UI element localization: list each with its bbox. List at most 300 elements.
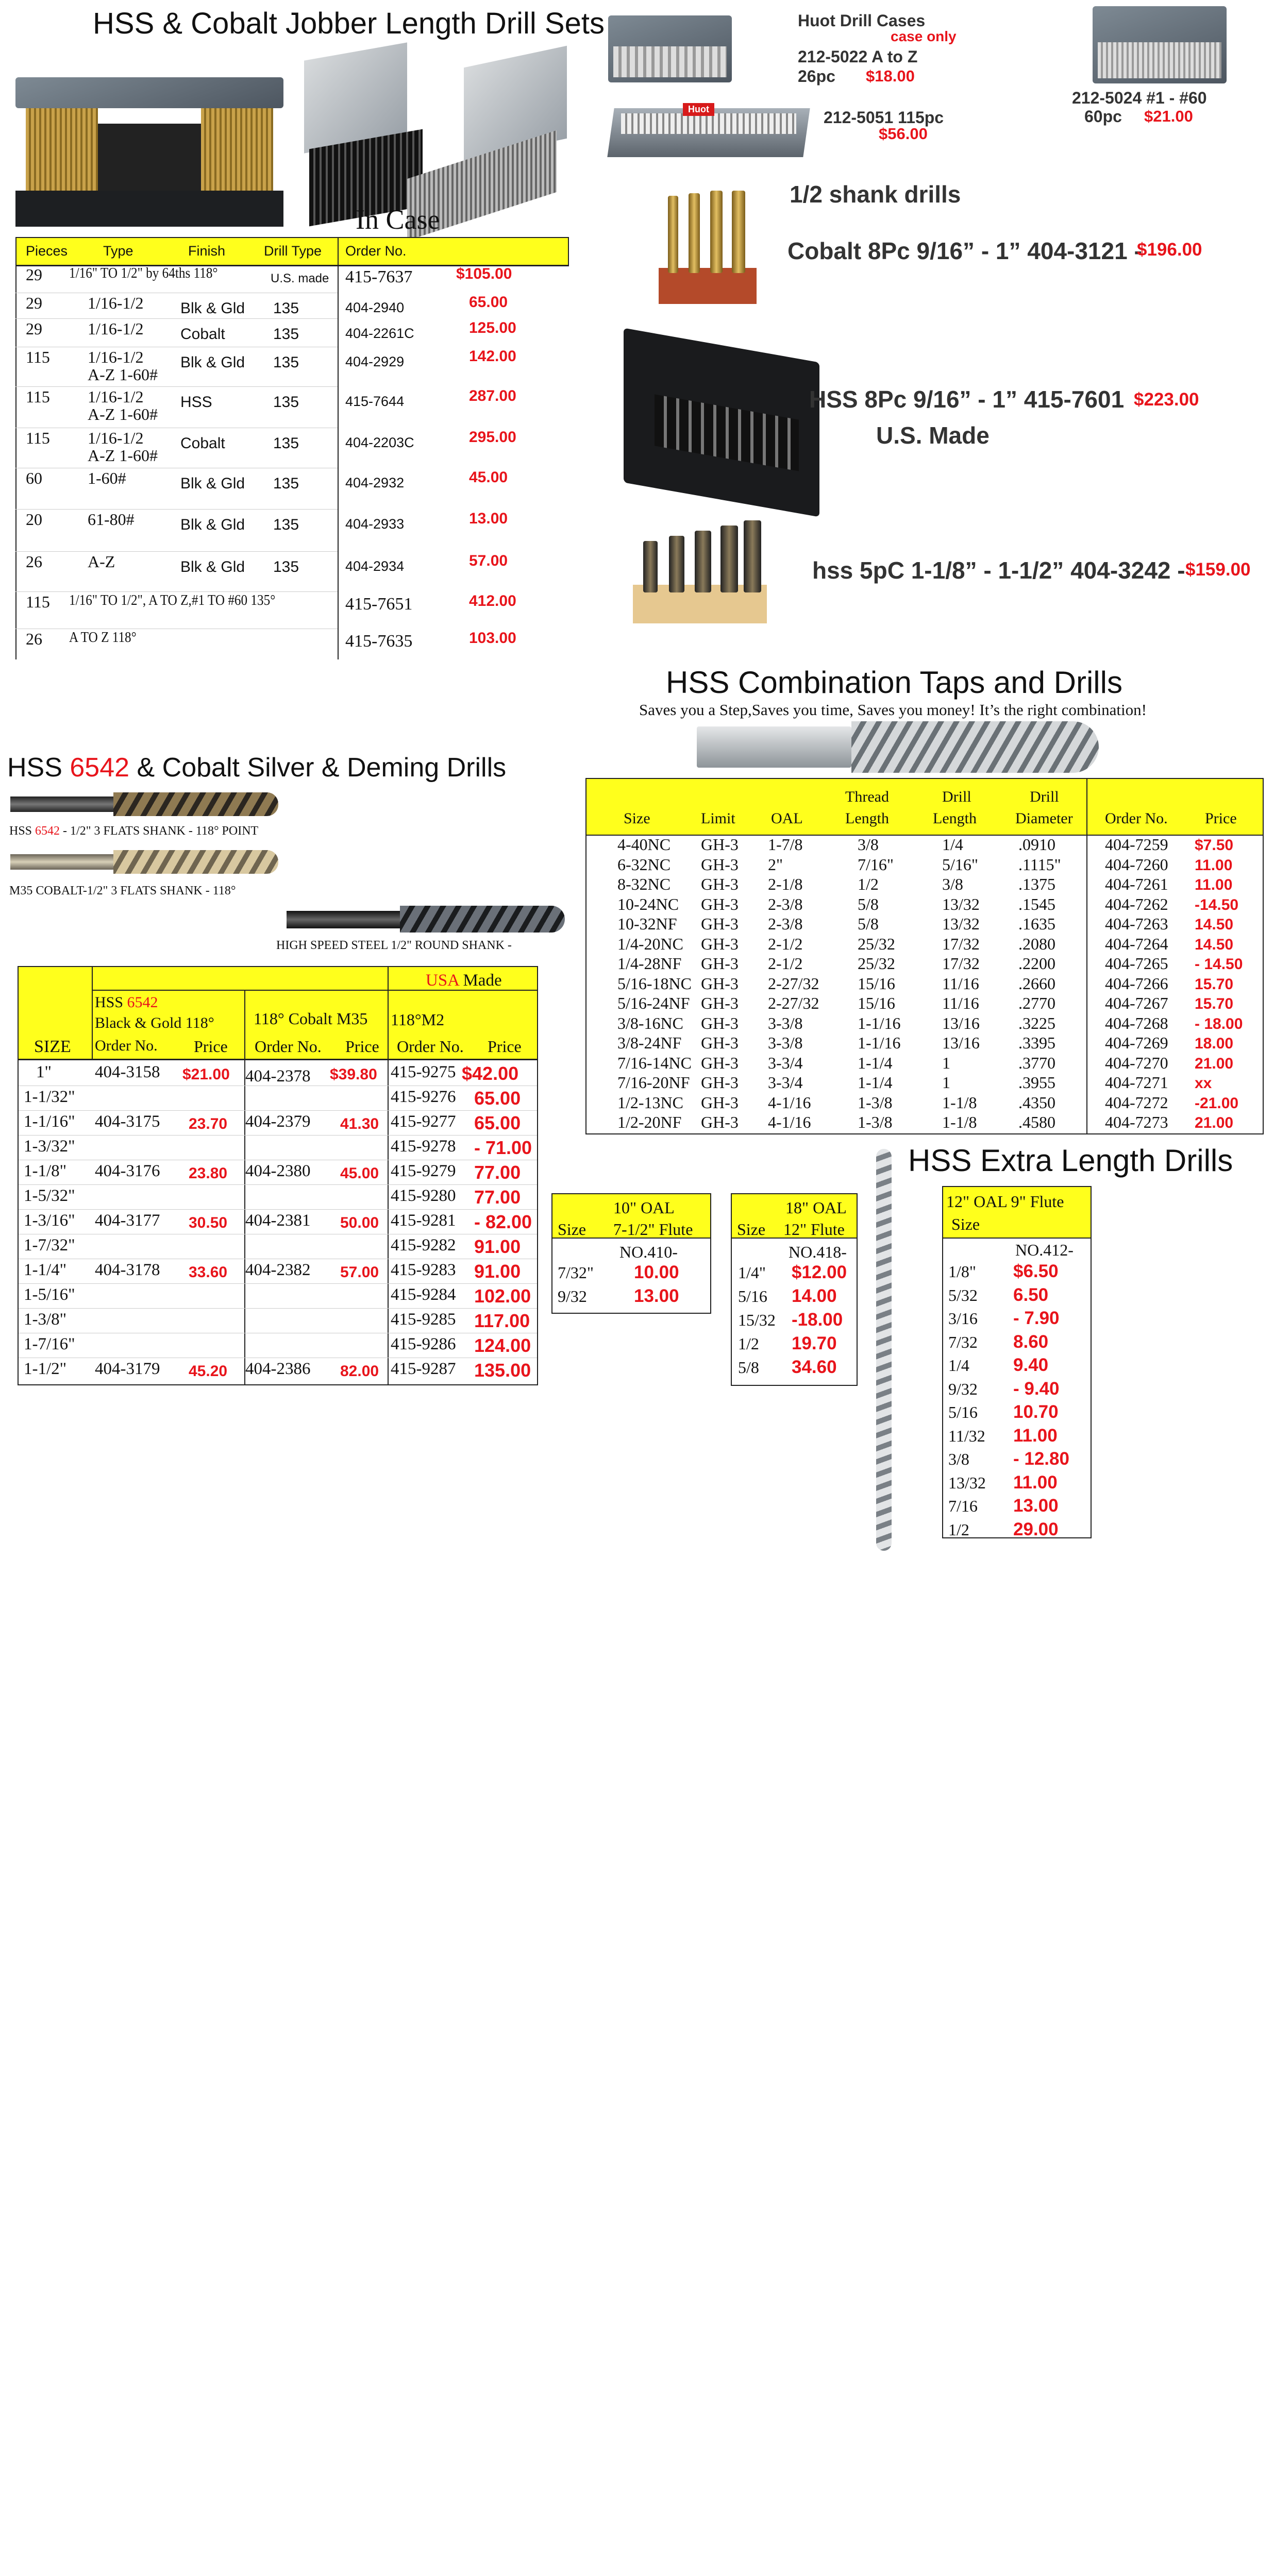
t10-head2: 7-1/2" Flute (613, 1220, 693, 1239)
silver-size: 1-3/32" (24, 1137, 75, 1156)
extra-size: 1/2 (738, 1334, 759, 1353)
silver-size: 1-5/16" (24, 1285, 75, 1304)
combo-cell-6: 404-7265 (1105, 954, 1168, 973)
silver-col2-price: $39.80 (330, 1066, 377, 1083)
silver-col1-order: 404-3177 (95, 1211, 160, 1230)
combo-cell-4: 3/8 (942, 875, 963, 893)
combo-cell-2: 2-27/32 (768, 994, 819, 1012)
extra-price: 10.70 (1013, 1402, 1059, 1422)
hss-8pc-price: $223.00 (1134, 389, 1199, 410)
jobber-order: 415-7651 (345, 595, 413, 614)
extra-price: - 9.40 (1013, 1378, 1060, 1399)
t10-size: Size (558, 1220, 586, 1239)
combo-cell-2: 3-3/8 (768, 1013, 803, 1032)
huot-item1-price: $18.00 (866, 67, 915, 85)
extra-size: 13/32 (948, 1473, 986, 1492)
combo-cell-5: .3395 (1018, 1033, 1055, 1052)
silver-col3-order: 415-9285 (391, 1310, 456, 1329)
silver-col1-order: 404-3176 (95, 1162, 160, 1180)
combo-cell-0: 10-32NF (617, 914, 677, 933)
combo-cell-4: 13/16 (942, 1033, 980, 1052)
silver-col1-order: 404-3178 (95, 1261, 160, 1279)
jobber-type: 1/16-1/2 (88, 294, 144, 312)
silver-col2-price: Price (345, 1037, 379, 1056)
jobber-type: 61-80# (88, 510, 135, 529)
shank-title: 1/2 shank drills (790, 181, 961, 208)
jobber-type-line2: A-Z 1-60# (88, 446, 158, 465)
combo-subtitle: Saves you a Step,Saves you time, Saves you money! It’s the right combination! (639, 701, 1147, 719)
combo-cell-2: 4-1/16 (768, 1093, 811, 1112)
jobber-row-divider (15, 386, 338, 387)
jobber-pieces: 115 (26, 348, 50, 366)
combo-header-drill2: Length (933, 810, 977, 827)
combo-cell-5: .3770 (1018, 1053, 1055, 1072)
jobber-drill-type: 135 (273, 435, 299, 452)
combo-header-limit: Limit (701, 810, 735, 827)
jobber-drill-type: 135 (273, 394, 299, 411)
combo-cell-0: 7/16-20NF (617, 1073, 690, 1092)
combo-cell-6: 404-7264 (1105, 934, 1168, 953)
silver-size: 1-1/16" (24, 1112, 75, 1131)
combo-cell-5: .4580 (1018, 1113, 1055, 1131)
combo-cell-0: 1/2-20NF (617, 1113, 682, 1131)
extra-price: 10.00 (634, 1262, 679, 1282)
jobber-finish: Blk & Gld (180, 354, 245, 371)
huot-case-photo-3 (1093, 6, 1227, 89)
combo-cell-3: 15/16 (858, 974, 895, 993)
silver-col3-price: 91.00 (474, 1236, 521, 1257)
jobber-finish: Blk & Gld (180, 300, 245, 317)
combo-cell-3: 1-3/8 (858, 1093, 893, 1112)
huot-logo: Huot (683, 103, 714, 116)
cobalt-8pc-photo (659, 191, 757, 304)
combo-cell-1: GH-3 (701, 1053, 739, 1072)
extra-price: $6.50 (1013, 1261, 1059, 1281)
jobber-type: 1/16-1/2 (88, 319, 144, 338)
jobber-order: 404-2929 (345, 354, 405, 369)
combo-header-thread2: Length (845, 810, 889, 827)
silver-col2-price: 57.00 (340, 1264, 379, 1281)
silver-col1-order: 404-3158 (95, 1063, 160, 1081)
extra-price: 6.50 (1013, 1284, 1049, 1305)
combo-cell-2: 2-3/8 (768, 894, 803, 913)
combo-cell-3: 1-1/16 (858, 1033, 901, 1052)
silver-col3-order: 415-9281 (391, 1211, 456, 1230)
combo-cell-6: 404-7261 (1105, 875, 1168, 893)
combo-cell-0: 7/16-14NC (617, 1053, 692, 1072)
combo-cell-1: GH-3 (701, 1113, 739, 1131)
silver-row-divider (19, 1135, 537, 1136)
combo-cell-1: GH-3 (701, 875, 739, 893)
jobber-order: 415-7637 (345, 267, 413, 286)
silver-col2-title: 118° Cobalt M35 (254, 1009, 368, 1028)
jobber-order: 404-2261C (345, 326, 414, 341)
hss-8pc-photo (624, 345, 819, 500)
combo-header-price: Price (1205, 810, 1237, 827)
silver-title-b: 6542 (70, 753, 130, 783)
huot-item3-code: 212-5024 #1 - #60 (1072, 89, 1207, 107)
combo-cell-3: 1-3/8 (858, 1113, 893, 1131)
hss-5pc-price: $159.00 (1185, 560, 1251, 580)
combo-price: $7.50 (1195, 837, 1234, 854)
huot-item1-pc: 26pc (798, 67, 835, 86)
extra-price: -18.00 (792, 1310, 843, 1330)
hss-8pc-note: U.S. Made (876, 422, 990, 449)
silver-col2-order: 404-2379 (245, 1112, 311, 1131)
silver-col3-price: 65.00 (474, 1088, 521, 1109)
hss-8pc-text: HSS 8Pc 9/16” - 1” 415-7601 (809, 386, 1125, 413)
silver-title-a: HSS (7, 753, 70, 783)
combo-cell-5: .4350 (1018, 1093, 1055, 1112)
combo-header-drill1: Drill (942, 788, 971, 805)
silver-drill-photo-3 (287, 906, 565, 934)
extra-price: 14.00 (792, 1286, 837, 1306)
silver-col1-b: 6542 (127, 994, 158, 1011)
extra-size: 11/32 (948, 1426, 985, 1445)
combo-price: 21.00 (1195, 1114, 1234, 1131)
silver-col1-price: $21.00 (182, 1066, 230, 1083)
silver-caption-1-c: - 1/2" 3 FLATS SHANK - 118° POINT (60, 824, 259, 838)
extra-table-10 (551, 1193, 711, 1314)
combo-cell-5: .1375 (1018, 875, 1055, 893)
jobber-header-drill-type: Drill Type (264, 243, 322, 259)
combo-price: 11.00 (1195, 876, 1233, 893)
combo-cell-1: GH-3 (701, 974, 739, 993)
extra-size: 1/8" (948, 1262, 976, 1281)
jobber-type: 1/16" TO 1/2", A TO Z,#1 TO #60 135° (69, 592, 276, 608)
combo-cell-3: 1/2 (858, 875, 879, 893)
silver-caption-3: HIGH SPEED STEEL 1/2" ROUND SHANK - (276, 939, 512, 952)
huot-case-photo-1 (608, 15, 732, 93)
jobber-header-pieces: Pieces (26, 243, 68, 259)
drill-set-photo-1 (15, 77, 283, 227)
extra-title: HSS Extra Length Drills (908, 1143, 1233, 1178)
silver-size: 1-3/16" (24, 1211, 75, 1230)
combo-cell-6: 404-7259 (1105, 835, 1168, 854)
combo-cell-1: GH-3 (701, 1093, 739, 1112)
silver-col1-price: 23.70 (189, 1115, 228, 1132)
combo-cell-5: .1635 (1018, 914, 1055, 933)
combo-cell-6: 404-7262 (1105, 894, 1168, 913)
jobber-order: 404-2933 (345, 516, 405, 532)
jobber-order: 404-2940 (345, 300, 405, 315)
huot-item3-pc: 60pc (1084, 107, 1122, 126)
combo-cell-4: 1/4 (942, 835, 963, 854)
extra-size: 5/16 (738, 1287, 767, 1306)
combo-cell-3: 15/16 (858, 994, 895, 1012)
silver-col3-order: 415-9282 (391, 1236, 456, 1255)
silver-col3-price: 135.00 (474, 1360, 531, 1381)
silver-col3-order: 415-9277 (391, 1112, 456, 1131)
t12-no: NO.412- (1015, 1241, 1074, 1259)
combo-cell-5: .2770 (1018, 994, 1055, 1012)
combo-price: 15.70 (1195, 995, 1234, 1012)
silver-row-divider (19, 1209, 537, 1210)
combo-cell-3: 5/8 (858, 894, 879, 913)
silver-size: 1-3/8" (24, 1310, 67, 1329)
combo-header-thread1: Thread (845, 788, 889, 805)
combo-cell-1: GH-3 (701, 1013, 739, 1032)
silver-drill-photo-1 (10, 792, 278, 818)
jobber-drill-type: 135 (273, 475, 299, 492)
hss-5pc-photo (633, 520, 767, 623)
combo-cell-6: 404-7271 (1105, 1073, 1168, 1092)
combo-cell-6: 404-7270 (1105, 1053, 1168, 1072)
silver-col3-order: 415-9286 (391, 1335, 456, 1353)
jobber-title: HSS & Cobalt Jobber Length Drill Sets (93, 7, 605, 40)
silver-size: 1-5/32" (24, 1187, 75, 1205)
jobber-drill-type: 135 (273, 354, 299, 371)
combo-cell-5: .2080 (1018, 934, 1055, 953)
silver-caption-1-b: 6542 (35, 824, 60, 838)
combo-tap-photo (697, 721, 1130, 773)
silver-col3-price: - 82.00 (474, 1211, 532, 1232)
combo-cell-1: GH-3 (701, 835, 739, 854)
extra-size: 1/4 (948, 1356, 969, 1375)
silver-col1-price: 23.80 (189, 1165, 228, 1182)
cobalt-8pc-price: $196.00 (1137, 240, 1202, 260)
combo-cell-0: 10-24NC (617, 894, 679, 913)
jobber-pieces: 26 (26, 630, 42, 648)
silver-size: 1-1/4" (24, 1261, 67, 1279)
extra-price: 13.00 (634, 1286, 679, 1306)
combo-cell-1: GH-3 (701, 1033, 739, 1052)
combo-cell-6: 404-7272 (1105, 1093, 1168, 1112)
jobber-type-line2: A-Z 1-60# (88, 405, 158, 423)
combo-cell-2: 2-1/2 (768, 934, 803, 953)
combo-cell-0: 1/2-13NC (617, 1093, 683, 1112)
silver-col1-price: 45.20 (189, 1363, 228, 1380)
jobber-header-order: Order No. (345, 243, 407, 259)
combo-cell-4: 13/32 (942, 914, 980, 933)
jobber-price: 103.00 (469, 630, 516, 647)
combo-cell-5: .3955 (1018, 1073, 1055, 1092)
silver-col1-price: 33.60 (189, 1264, 228, 1281)
silver-col1-order: Order No. (95, 1037, 158, 1054)
extra-size: 7/16 (948, 1497, 978, 1515)
t12-size: Size (951, 1215, 980, 1233)
silver-col2-order: 404-2378 (245, 1067, 311, 1086)
extra-size: 5/32 (948, 1285, 978, 1304)
silver-drill-photo-2 (10, 850, 278, 876)
silver-col3-order: 415-9276 (391, 1088, 456, 1106)
silver-col3-price: 102.00 (474, 1285, 531, 1307)
silver-row-divider (19, 1308, 537, 1309)
combo-cell-2: 3-3/8 (768, 1033, 803, 1052)
combo-cell-0: 4-40NC (617, 835, 671, 854)
jobber-drill-type: 135 (273, 516, 299, 533)
jobber-price: 287.00 (469, 387, 516, 404)
huot-item3-price: $21.00 (1144, 107, 1193, 125)
huot-item1-code: 212-5022 A to Z (798, 47, 918, 66)
huot-item2-code: 212-5051 115pc (824, 108, 944, 127)
extra-size: 9/32 (948, 1379, 978, 1398)
combo-cell-3: 25/32 (858, 954, 895, 973)
silver-col2-price: 82.00 (340, 1363, 379, 1380)
combo-header-oal: OAL (771, 810, 803, 827)
silver-col2-price: 41.30 (340, 1115, 379, 1132)
combo-price: 14.50 (1195, 936, 1234, 953)
combo-price: 21.00 (1195, 1055, 1234, 1072)
extra-price: 11.00 (1013, 1472, 1058, 1493)
combo-cell-3: 3/8 (858, 835, 879, 854)
extra-size: 9/32 (558, 1287, 587, 1306)
combo-cell-1: GH-3 (701, 994, 739, 1012)
jobber-type: A-Z (88, 552, 115, 571)
combo-cell-1: GH-3 (701, 894, 739, 913)
extra-price: 29.00 (1013, 1519, 1059, 1539)
combo-cell-4: 1 (942, 1073, 950, 1092)
silver-col2-price: 50.00 (340, 1214, 379, 1231)
jobber-order: 415-7635 (345, 632, 413, 651)
jobber-pieces: 20 (26, 510, 42, 529)
huot-item2-price: $56.00 (879, 125, 928, 143)
combo-cell-3: 5/8 (858, 914, 879, 933)
silver-col1-order: 404-3179 (95, 1360, 160, 1378)
combo-cell-4: 1-1/8 (942, 1113, 977, 1131)
silver-col1-order: 404-3175 (95, 1112, 160, 1131)
silver-col3-price: Price (488, 1037, 522, 1056)
jobber-header-finish: Finish (188, 243, 226, 259)
silver-size: 1-7/32" (24, 1236, 75, 1255)
jobber-finish: HSS (180, 394, 212, 411)
combo-cell-5: .2660 (1018, 974, 1055, 993)
huot-case-only: case only (891, 28, 957, 44)
jobber-order: 404-2203C (345, 435, 414, 450)
jobber-order: 415-7644 (345, 394, 405, 409)
combo-cell-6: 404-7267 (1105, 994, 1168, 1012)
jobber-price: 45.00 (469, 469, 508, 486)
jobber-type: 1/16-1/2 (88, 429, 144, 447)
combo-cell-1: GH-3 (701, 1073, 739, 1092)
silver-caption-2: M35 COBALT-1/2" 3 FLATS SHANK - 118° (9, 884, 236, 897)
combo-cell-1: GH-3 (701, 855, 739, 874)
combo-price: 18.00 (1195, 1035, 1234, 1052)
jobber-price: 142.00 (469, 348, 516, 365)
combo-cell-4: 11/16 (942, 994, 979, 1012)
jobber-drill-type: 135 (273, 558, 299, 575)
jobber-pieces: 115 (26, 387, 50, 406)
silver-size: 1-1/32" (24, 1088, 75, 1106)
combo-cell-4: 17/32 (942, 954, 980, 973)
combo-cell-3: 25/32 (858, 934, 895, 953)
combo-cell-0: 6-32NC (617, 855, 671, 874)
combo-cell-5: .2200 (1018, 954, 1055, 973)
combo-price: - 18.00 (1195, 1015, 1243, 1032)
silver-col3-order: 415-9283 (391, 1261, 456, 1279)
silver-col3-order: 415-9284 (391, 1285, 456, 1304)
combo-cell-4: 1 (942, 1053, 950, 1072)
jobber-type: 1/16-1/2 (88, 348, 144, 366)
combo-cell-2: 2-1/2 (768, 954, 803, 973)
combo-cell-4: 5/16" (942, 855, 978, 874)
combo-cell-6: 404-7268 (1105, 1013, 1168, 1032)
silver-size: 1-7/16" (24, 1335, 75, 1353)
combo-cell-2: 3-3/4 (768, 1053, 803, 1072)
extra-price: 8.60 (1013, 1331, 1049, 1352)
combo-header-dia1: Drill (1030, 788, 1059, 805)
silver-size: 1-1/8" (24, 1162, 67, 1180)
jobber-pieces: 29 (26, 265, 42, 284)
combo-cell-2: 1-7/8 (768, 835, 803, 854)
combo-price: xx (1195, 1075, 1212, 1092)
silver-col3-order: Order No. (397, 1037, 464, 1056)
jobber-price: 65.00 (469, 294, 508, 311)
t18-head1: 18" OAL (785, 1198, 847, 1217)
combo-price: 11.00 (1195, 856, 1233, 874)
extra-size: 3/16 (948, 1309, 978, 1328)
combo-table (585, 778, 1264, 1134)
silver-col2-order: 404-2380 (245, 1162, 311, 1180)
in-case-label: In Case (356, 204, 440, 235)
silver-col3-price: 117.00 (474, 1310, 530, 1331)
jobber-pieces: 115 (26, 592, 50, 611)
extra-size: 3/8 (948, 1450, 969, 1468)
silver-col2-order: 404-2382 (245, 1261, 311, 1279)
silver-col3-order: 415-9280 (391, 1187, 456, 1205)
jobber-drill-type: 135 (273, 300, 299, 317)
jobber-price: 13.00 (469, 510, 508, 527)
silver-col3-order: 415-9278 (391, 1137, 456, 1156)
extra-price: 34.60 (792, 1357, 837, 1377)
extra-price: 11.00 (1013, 1425, 1058, 1446)
combo-cell-4: 17/32 (942, 934, 980, 953)
combo-cell-5: .3225 (1018, 1013, 1055, 1032)
combo-cell-3: 1-1/4 (858, 1073, 893, 1092)
silver-title-c: & Cobalt Silver & Deming Drills (129, 753, 507, 783)
t12-head1: 12" OAL 9" Flute (946, 1192, 1064, 1211)
silver-col3-order: 415-9287 (391, 1360, 456, 1378)
jobber-pieces: 115 (26, 429, 50, 447)
combo-cell-6: 404-7266 (1105, 974, 1168, 993)
jobber-order: 404-2934 (345, 558, 405, 574)
jobber-price: $105.00 (456, 265, 512, 282)
extra-price: 13.00 (1013, 1496, 1059, 1516)
combo-cell-0: 5/16-24NF (617, 994, 690, 1012)
silver-row-divider (19, 1283, 537, 1284)
combo-cell-6: 404-7273 (1105, 1113, 1168, 1131)
silver-col3-price: - 71.00 (474, 1137, 532, 1158)
silver-usa-b: Made (459, 971, 502, 990)
jobber-type: 1-60# (88, 469, 126, 487)
combo-cell-4: 1-1/8 (942, 1093, 977, 1112)
combo-cell-6: 404-7263 (1105, 914, 1168, 933)
silver-size: 1" (36, 1063, 52, 1081)
combo-cell-1: GH-3 (701, 954, 739, 973)
silver-col1-sub: Black & Gold 118° (95, 1014, 214, 1031)
combo-cell-2: 2-1/8 (768, 875, 803, 893)
silver-size-label: SIZE (34, 1037, 71, 1056)
combo-cell-0: 3/8-24NF (617, 1033, 682, 1052)
extra-price: 9.40 (1013, 1355, 1049, 1375)
huot-title: Huot Drill Cases (798, 11, 926, 30)
extra-table-12 (942, 1186, 1092, 1538)
silver-col2-order: 404-2386 (245, 1360, 311, 1378)
jobber-row-divider (15, 509, 338, 510)
combo-cell-0: 5/16-18NC (617, 974, 692, 993)
jobber-finish: Blk & Gld (180, 516, 245, 533)
jobber-type: A TO Z 118° (69, 630, 137, 646)
combo-cell-3: 1-1/4 (858, 1053, 893, 1072)
t18-size: Size (737, 1220, 766, 1239)
silver-row-divider (19, 1110, 537, 1111)
jobber-finish: Cobalt (180, 326, 225, 343)
silver-col3-order: 415-9279 (391, 1162, 456, 1180)
extra-size: 1/4" (738, 1263, 766, 1282)
combo-price: 15.70 (1195, 975, 1234, 993)
silver-usa-a: USA (426, 971, 459, 990)
jobber-finish: Cobalt (180, 435, 225, 452)
